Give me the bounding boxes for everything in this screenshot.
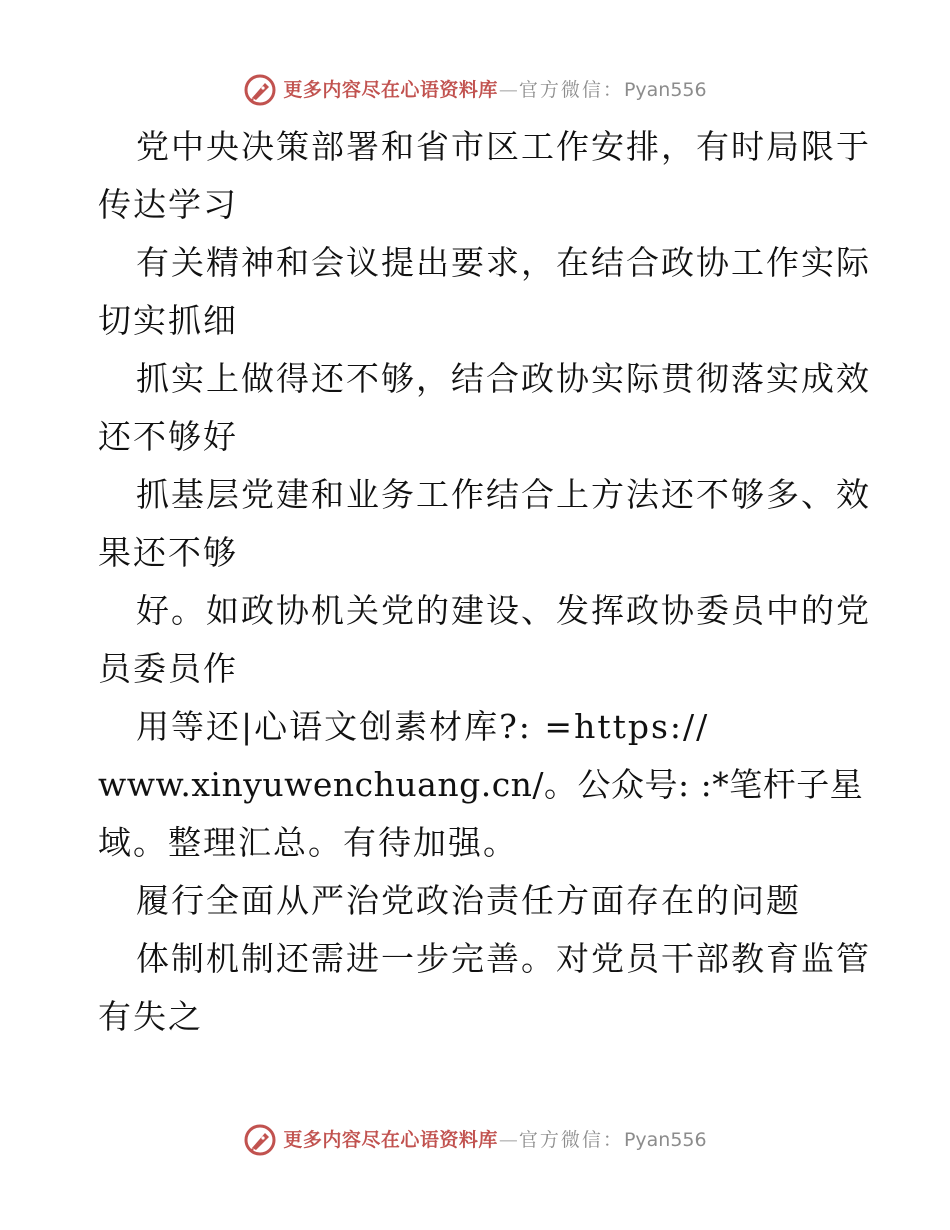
pen-nib-logo-icon: [243, 1123, 277, 1157]
banner-separator: —: [498, 78, 518, 101]
banner-main-text: 更多内容尽在心语资料库: [283, 1128, 498, 1151]
banner-wechat-label: 官方微信：: [518, 78, 624, 101]
body-line: 党中央决策部署和省市区工作安排，有时局限于: [136, 127, 871, 166]
body-line: 切实抓细: [98, 301, 238, 340]
banner-main-text: 更多内容尽在心语资料库: [283, 78, 498, 101]
body-line: 员委员作: [98, 649, 238, 688]
body-line: 还不够好: [98, 417, 238, 456]
body-line: 履行全面从严治党政治责任方面存在的问题: [136, 881, 801, 920]
body-line: 体制机制还需进一步完善。对党员干部教育监管: [136, 939, 871, 978]
banner-text: [283, 1128, 707, 1151]
banner-text: [283, 78, 707, 101]
banner-separator: —: [498, 1128, 518, 1151]
body-line: 有关精神和会议提出要求，在结合政协工作实际: [136, 243, 871, 282]
body-line: 抓实上做得还不够，结合政协实际贯彻落实成效: [136, 359, 871, 398]
body-line: 好。如政协机关党的建设、发挥政协委员中的党: [136, 591, 871, 630]
footer-banner: [0, 1120, 950, 1160]
banner-wechat-id: Pyan556: [623, 1128, 707, 1151]
banner-wechat-id: Pyan556: [623, 78, 707, 101]
banner-wechat-label: 官方微信：: [518, 1128, 624, 1151]
pen-nib-logo-icon: [243, 73, 277, 107]
body-line: 用等还|心语文创素材库?: =https://: [136, 707, 710, 746]
body-line: 有失之: [98, 997, 203, 1036]
body-line: 域。整理汇总。有待加强。: [98, 823, 518, 862]
header-banner: [0, 70, 950, 110]
document-body: [98, 118, 871, 1046]
body-line: 传达学习: [98, 185, 238, 224]
body-line: 抓基层党建和业务工作结合上方法还不够多、效: [136, 475, 871, 514]
body-line: www.xinyuwenchuang.cn/。公众号: :*笔杆子星: [98, 765, 864, 804]
body-line: 果还不够: [98, 533, 238, 572]
